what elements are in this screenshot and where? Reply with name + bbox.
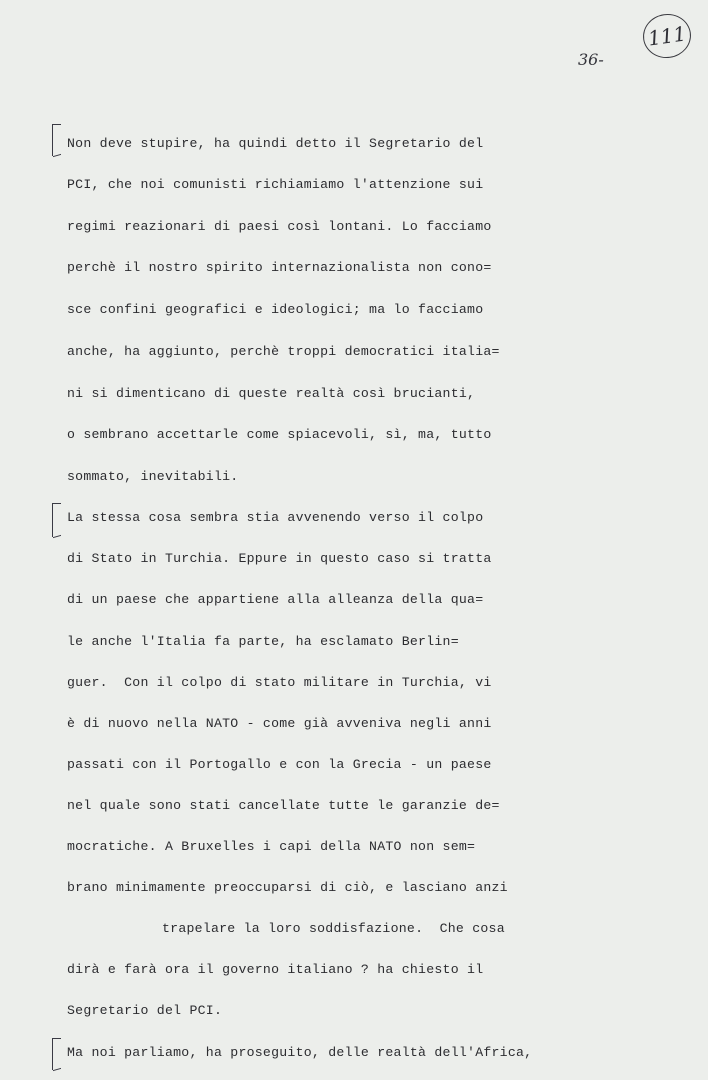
text-line: PCI, che noi comunisti richiamiamo l'attenzione sui — [67, 177, 484, 192]
paragraph-bracket-1 — [52, 124, 65, 156]
text-line: Segretario del PCI. — [67, 1003, 223, 1018]
text-line: di Stato in Turchia. Eppure in questo caso si tratta — [67, 551, 492, 566]
text-line: ni si dimenticano di queste realtà così brucianti, — [67, 386, 476, 401]
archive-number-stamp: 111 — [640, 11, 694, 61]
text-line: regimi reazionari di paesi così lontani. Lo facciamo — [67, 219, 492, 234]
text-line: perchè il nostro spirito internazionalista non cono= — [67, 260, 492, 275]
text-line: Non deve stupire, ha quindi detto il Segretario del — [67, 136, 484, 151]
text-line: guer. Con il colpo di stato militare in Turchia, vi — [67, 675, 492, 690]
text-line: sce confini geografici e ideologici; ma lo facciamo — [67, 302, 484, 317]
text-line: dirà e farà ora il governo italiano ? ha chiesto il — [67, 962, 484, 977]
text-line: sommato, inevitabili. — [67, 469, 239, 484]
text-line: trapelare la loro soddisfazione. Che cosa — [162, 921, 505, 936]
paragraph-bracket-2 — [52, 503, 65, 537]
text-line: di un paese che appartiene alla alleanza della qua= — [67, 592, 484, 607]
text-line: o sembrano accettarle come spiacevoli, sì, ma, tutto — [67, 427, 492, 442]
text-line: La stessa cosa sembra stia avvenendo verso il colpo — [67, 510, 484, 525]
text-line: passati con il Portogallo e con la Grecia - un paese — [67, 757, 492, 772]
text-line: nel quale sono stati cancellate tutte le garanzie de= — [67, 798, 500, 813]
page-number: 36- — [578, 50, 604, 69]
text-line: Ma noi parliamo, ha proseguito, delle realtà dell'Africa, — [67, 1045, 533, 1060]
paragraph-bracket-3 — [52, 1038, 65, 1070]
text-line: mocratiche. A Bruxelles i capi della NATO non sem= — [67, 839, 476, 854]
text-line: brano minimamente preoccuparsi di ciò, e lasciano anzi — [67, 880, 508, 895]
text-line: le anche l'Italia fa parte, ha esclamato Berlin= — [67, 634, 459, 649]
text-line: è di nuovo nella NATO - come già avveniva negli anni — [67, 716, 492, 731]
text-line: anche, ha aggiunto, perchè troppi democratici italia= — [67, 344, 500, 359]
